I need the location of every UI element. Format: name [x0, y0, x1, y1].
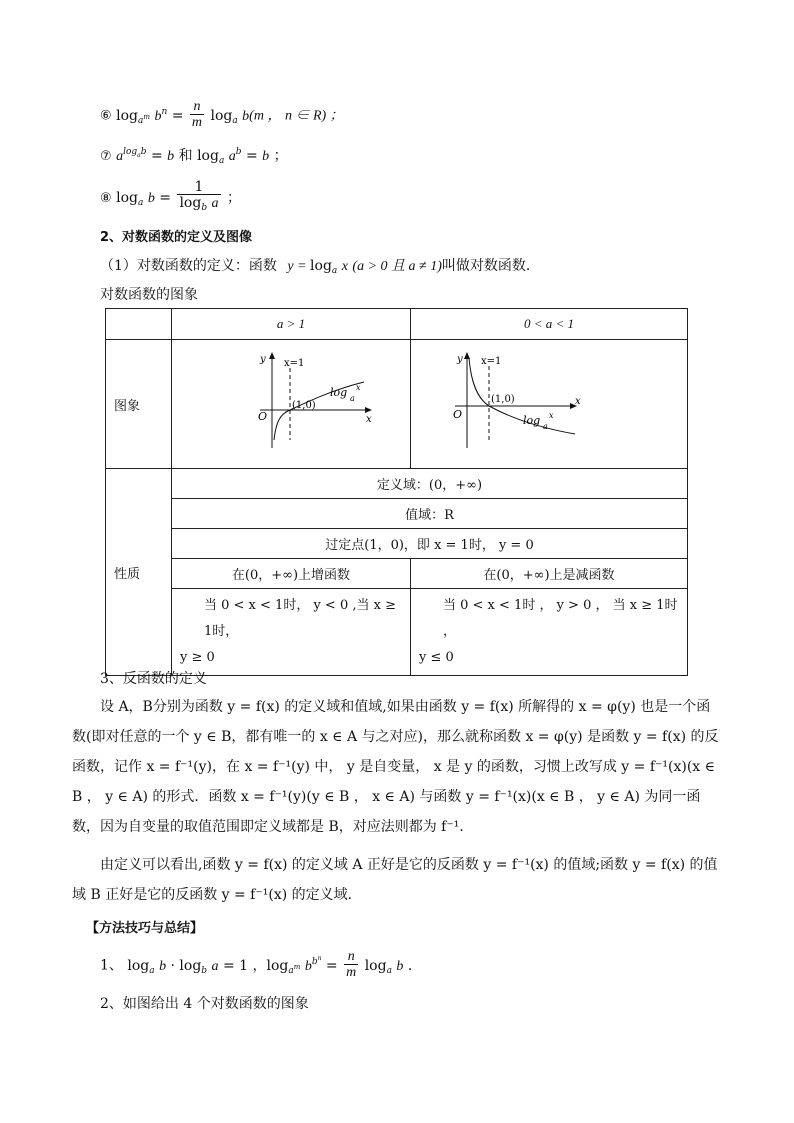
log-curve	[469, 358, 575, 434]
y-axis-arrow	[269, 352, 275, 359]
x-label: x	[575, 396, 581, 407]
prop-sign-a-lt-1	[411, 589, 688, 676]
methods-heading: 【方法技巧与总结】	[86, 921, 204, 936]
fraction: $\frac{n}{m}$	[346, 949, 357, 980]
sign-line-2: y ≤ 0	[419, 650, 454, 665]
curve-label-log: log	[523, 414, 541, 427]
formula-joiner: 和	[178, 148, 193, 164]
curve-label-arg: x	[549, 411, 554, 420]
log-curve	[274, 382, 364, 440]
row-label-graph: 图象	[106, 340, 172, 469]
methods-item-2: 2、如图给出 4 个对数函数的图象	[100, 996, 309, 1012]
formula-marker: ⑥	[100, 108, 112, 124]
formula-6: ⑥ $\log_{a^m} b^n$ = $\frac{n}{m}$ $\log_a b(m$ ， n ∈ R) ；	[100, 99, 344, 130]
prop-decreasing: 在(0，+∞)上是减函数	[411, 559, 688, 589]
graph-a-lt-1	[411, 340, 688, 469]
formula-7: ⑦ $a^{log_ab} = b$ 和 $\log_a a^b = b$ ；	[100, 147, 288, 166]
def-prefix: （1）对数函数的定义：函数	[100, 258, 277, 274]
section-2-heading: 2、对数函数的定义及图像	[100, 230, 253, 245]
item-number: 1、	[100, 957, 123, 974]
prop-increasing: 在(0，+∞)上增函数	[172, 559, 411, 589]
inverse-definition-paragraph: 设 A，B分别为函数 y = f(x) 的定义域和值域,如果由函数 y = f(x) 所解得的 x = φ(y) 也是一个函数(即对任意的一个 y ∈ B，都有唯一的 x ∈ A 与之对应)，那么就称函数 x = φ(y) 是函数 y = f(x) 的反函数，记作 x = f⁻¹(y)，在 x = f⁻¹(y) 中， y 是自变量， x 是 y 的函数，习惯上改写成 y = f⁻¹(x)(x ∈ B ， y ∈ A) 的形式．函数 x = f⁻¹(y)(y ∈ B ， x ∈ A) 与函数 y = f⁻¹(x)(x ∈ B ， y ∈ A) 为同一函数，因为自变量的取值范围即定义域都是 B，对应法则都为 f⁻¹．	[72, 699, 719, 835]
graph-a-gt-1	[172, 340, 411, 469]
curve-label-base: a	[543, 422, 548, 431]
x1-label: x=1	[284, 358, 305, 369]
x-axis-arrow	[365, 407, 372, 413]
origin-label: O	[258, 410, 268, 423]
formula-marker: ⑦	[100, 149, 112, 164]
section-3-heading: 3、反函数的定义	[100, 671, 207, 687]
header-a-lt-1: 0 < a < 1	[411, 309, 688, 340]
methods-item-1: 1、 $\log_a b \cdot \log_b a = 1$ ，$\log_{a^m} b^{b^n}$ = $\frac{n}{m}$ $\log_a b$ ．	[100, 949, 422, 980]
log-graph-decreasing	[411, 340, 687, 464]
log-property-table	[105, 308, 688, 676]
fraction: $\frac{1}{\log_b a}$	[179, 179, 219, 213]
prop-domain: 定义域：(0，+∞)	[172, 469, 688, 499]
sign-line-2: y ≥ 0	[180, 650, 215, 665]
graph-caption: 对数函数的图象	[100, 287, 198, 303]
table-corner	[106, 309, 172, 340]
log-graph-increasing	[172, 340, 410, 464]
point-label: (1,0)	[292, 400, 316, 411]
origin-label: O	[453, 408, 463, 421]
def-suffix: 叫做对数函数．	[441, 258, 540, 274]
formula-marker: ⑧	[100, 191, 112, 206]
curve-label-base: a	[350, 394, 355, 403]
curve-label-log: log	[330, 386, 348, 399]
formula-8: ⑧ $\log_a b$ = $\frac{1}{\log_b a}$ ；	[100, 180, 241, 216]
x-label: x	[366, 414, 372, 425]
row-label-property: 性质	[106, 469, 172, 676]
sign-line-1: 当 0 < x < 1时 ， y > 0 ， 当 x ≥ 1时 ，	[443, 598, 678, 639]
formula-tail: (m ， n ∈ R) ；	[249, 108, 344, 124]
fraction: $\frac{n}{m}$	[191, 99, 203, 130]
curve-label-arg: x	[356, 383, 361, 392]
formula-tail: ；	[273, 148, 288, 164]
prop-range: 值域：R	[172, 499, 688, 529]
header-a-gt-1: a > 1	[172, 309, 411, 340]
y-axis-arrow	[464, 352, 470, 359]
formula-tail: ；	[227, 190, 241, 206]
x1-label: x=1	[481, 356, 502, 367]
inverse-domain-paragraph: 由定义可以看出,函数 y = f(x) 的定义域 A 正好是它的反函数 y = f⁻¹(x) 的值域;函数 y = f(x) 的值域 B 正好是它的反函数 y = f⁻¹(x) 的定义域．	[72, 857, 718, 903]
prop-sign-a-gt-1	[172, 589, 411, 676]
def-condition: (a > 0 且 a ≠ 1)	[352, 259, 442, 274]
point-label: (1,0)	[491, 394, 515, 405]
y-label: y	[457, 354, 463, 365]
y-label: y	[260, 354, 266, 365]
prop-fixed-point: 过定点(1，0)，即 x = 1时， y = 0	[172, 529, 688, 559]
log-function-definition: （1）对数函数的定义：函数 $y = \log_a x$ (a > 0 且 a ≠ 1)叫做对数函数．	[100, 258, 540, 276]
sign-line-1: 当 0 < x < 1时， y < 0 ,当 x ≥ 1时，	[204, 598, 396, 639]
